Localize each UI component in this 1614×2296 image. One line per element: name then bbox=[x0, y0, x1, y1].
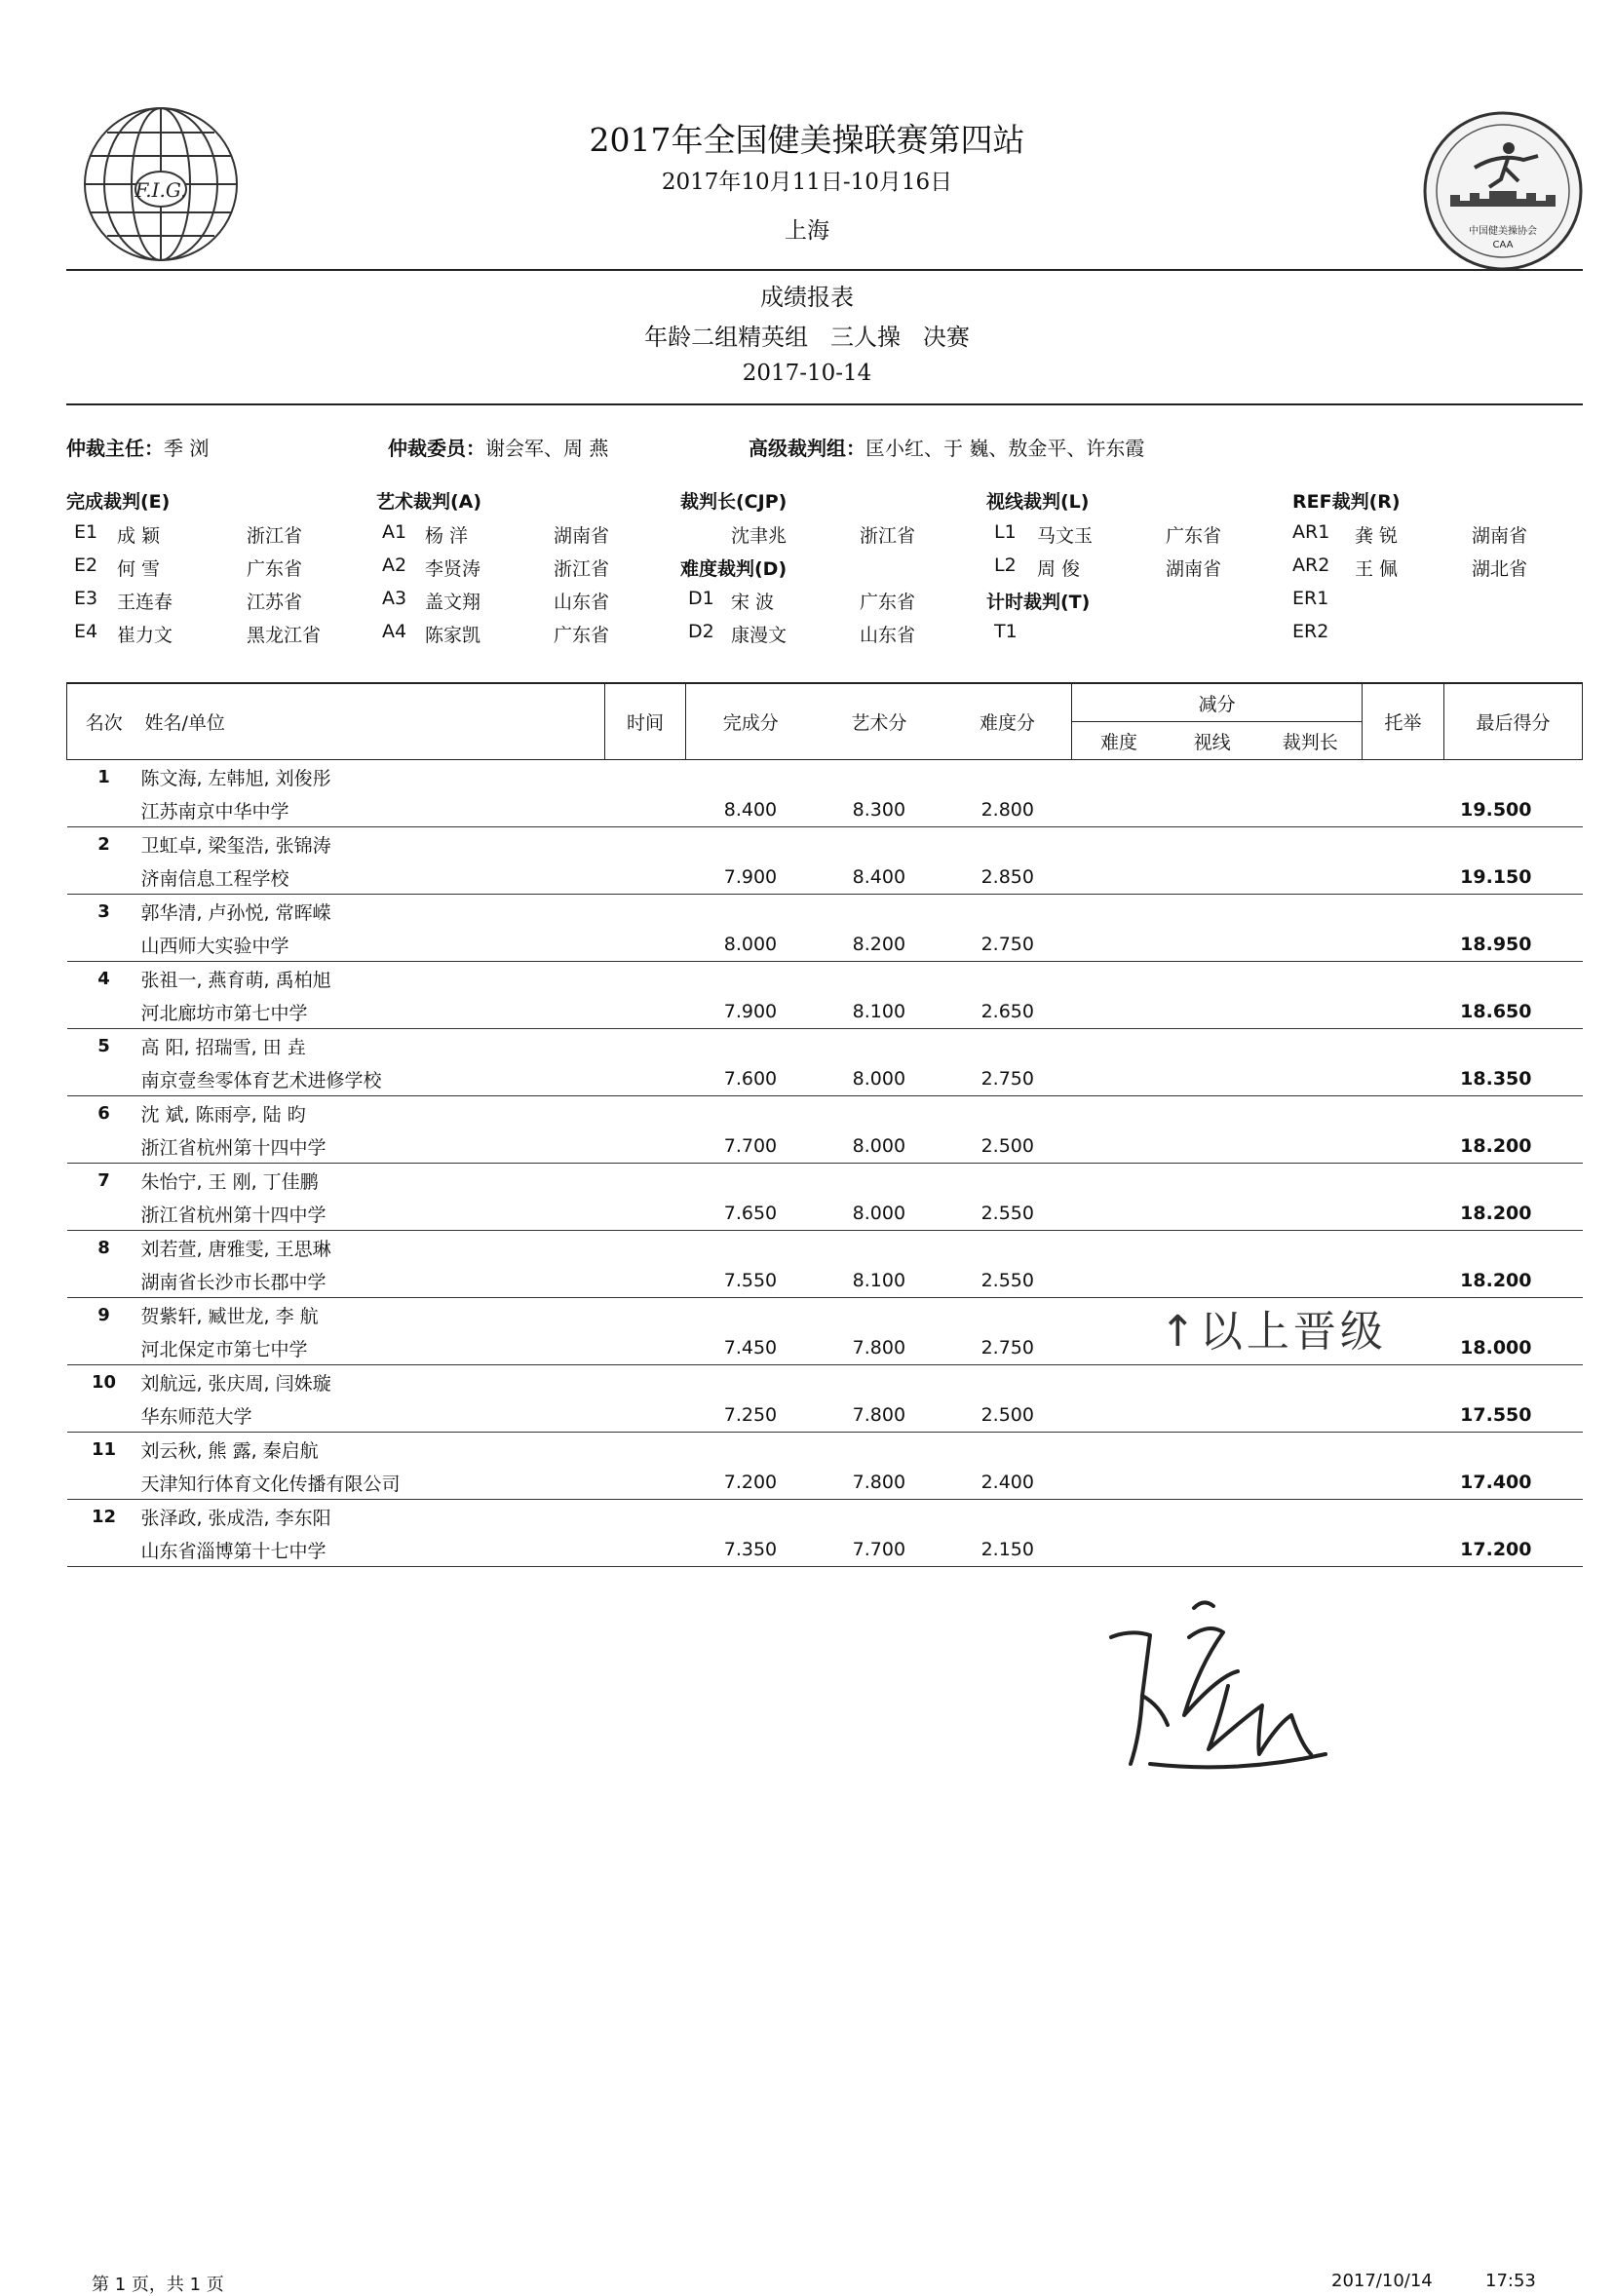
judge-code: A1 bbox=[382, 521, 407, 543]
rank-cell: 6 bbox=[97, 1102, 110, 1124]
final-score: 17.200 bbox=[1443, 1533, 1582, 1567]
judge-province: 湖南省 bbox=[554, 525, 610, 547]
execution-score: 7.900 bbox=[686, 995, 815, 1029]
final-score: 18.350 bbox=[1443, 1062, 1582, 1096]
signature bbox=[1092, 1579, 1364, 1793]
execution-score: 7.550 bbox=[686, 1264, 815, 1298]
table-row bbox=[67, 962, 1583, 996]
rank-cell: 12 bbox=[91, 1506, 116, 1527]
table-row bbox=[67, 1365, 1583, 1399]
athletes-cell: 贺紫轩, 臧世龙, 李 航 bbox=[140, 1305, 319, 1327]
judge-code: D2 bbox=[688, 621, 714, 642]
table-row bbox=[67, 895, 1583, 929]
judge-name: 马文玉 bbox=[1037, 525, 1094, 547]
judge-code: E4 bbox=[74, 621, 98, 642]
judge-code: L1 bbox=[994, 521, 1017, 543]
execution-score: 7.650 bbox=[686, 1197, 815, 1231]
chief-arbiter: 仲裁主任：季 浏 bbox=[66, 437, 210, 460]
table-row bbox=[67, 1533, 1583, 1567]
table-row bbox=[67, 1398, 1583, 1433]
rank-cell: 8 bbox=[97, 1237, 110, 1258]
report-subtitle: 年龄二组精英组 三人操 决赛 bbox=[644, 324, 970, 351]
difficulty-score: 2.500 bbox=[943, 1398, 1072, 1433]
table-row bbox=[67, 1500, 1583, 1534]
judge-name: 成 颖 bbox=[117, 525, 161, 547]
judge-name: 王 佩 bbox=[1355, 558, 1399, 580]
final-score: 18.650 bbox=[1443, 995, 1582, 1029]
rank-cell: 5 bbox=[97, 1035, 110, 1056]
athletes-cell: 朱怡宁, 王 刚, 丁佳鹏 bbox=[140, 1170, 319, 1193]
l-judges-label: 视线裁判(L) bbox=[986, 491, 1090, 513]
d-judges-label: 难度裁判(D) bbox=[680, 558, 788, 580]
rank-cell: 3 bbox=[97, 900, 110, 922]
unit-cell: 济南信息工程学校 bbox=[140, 861, 604, 895]
difficulty-score: 2.850 bbox=[943, 861, 1072, 895]
judge-code: ER1 bbox=[1292, 588, 1329, 609]
execution-score: 7.250 bbox=[686, 1398, 815, 1433]
judge-province: 广东省 bbox=[860, 592, 916, 613]
header-deductions: 减分 bbox=[1072, 683, 1363, 722]
unit-cell: 华东师范大学 bbox=[140, 1398, 604, 1433]
table-row bbox=[67, 1264, 1583, 1298]
judge-province: 湖南省 bbox=[1166, 558, 1222, 580]
table-row bbox=[67, 1231, 1583, 1265]
final-score: 18.200 bbox=[1443, 1264, 1582, 1298]
event-city: 上海 bbox=[785, 218, 829, 244]
judge-code: A3 bbox=[382, 588, 407, 609]
athletes-cell: 高 阳, 招瑞雪, 田 垚 bbox=[140, 1036, 306, 1058]
artistic-score: 8.000 bbox=[815, 1129, 943, 1164]
caa-seal-text: 中国健美操协会 bbox=[1469, 226, 1537, 237]
judge-name: 周 俊 bbox=[1037, 558, 1081, 580]
judge-name: 康漫文 bbox=[731, 625, 788, 646]
header-lift: 托举 bbox=[1363, 683, 1444, 760]
judge-name: 何 雪 bbox=[117, 558, 161, 580]
judge-name: 陈家凯 bbox=[425, 625, 481, 646]
judge-province: 广东省 bbox=[247, 558, 303, 580]
athletes-cell: 张祖一, 燕育萌, 禹柏旭 bbox=[140, 969, 331, 991]
e-judges-label: 完成裁判(E) bbox=[66, 491, 171, 513]
athletes-cell: 陈文海, 左韩旭, 刘俊彤 bbox=[140, 767, 331, 789]
header-artistic: 艺术分 bbox=[815, 683, 943, 760]
table-row bbox=[67, 1433, 1583, 1467]
final-score: 19.500 bbox=[1443, 793, 1582, 827]
athletes-cell: 郭华清, 卢孙悦, 常晖嵘 bbox=[140, 901, 331, 924]
judge-province: 广东省 bbox=[554, 625, 610, 646]
header-deduct-difficulty: 难度 bbox=[1072, 722, 1166, 760]
table-row bbox=[67, 995, 1583, 1029]
cjp-province: 浙江省 bbox=[860, 525, 916, 547]
table-row bbox=[67, 1197, 1583, 1231]
judge-province: 浙江省 bbox=[554, 558, 610, 580]
artistic-score: 7.800 bbox=[815, 1466, 943, 1500]
judge-code: T1 bbox=[994, 621, 1018, 642]
artistic-score: 8.000 bbox=[815, 1197, 943, 1231]
execution-score: 7.450 bbox=[686, 1331, 815, 1365]
t-judges-label: 计时裁判(T) bbox=[986, 592, 1091, 613]
judge-code: E3 bbox=[74, 588, 98, 609]
judge-code: L2 bbox=[994, 555, 1017, 576]
unit-cell: 浙江省杭州第十四中学 bbox=[140, 1197, 604, 1231]
event-dates: 2017年10月11日-10月16日 bbox=[661, 170, 953, 195]
execution-score: 8.400 bbox=[686, 793, 815, 827]
arbitration-committee: 仲裁委员：谢会军、周 燕 bbox=[388, 437, 609, 460]
athletes-cell: 卫虹卓, 梁玺浩, 张锦涛 bbox=[140, 834, 331, 857]
table-row bbox=[67, 928, 1583, 962]
athletes-cell: 刘若萱, 唐雅雯, 王思琳 bbox=[140, 1238, 331, 1260]
artistic-score: 8.000 bbox=[815, 1062, 943, 1096]
rank-cell: 2 bbox=[97, 833, 110, 855]
promotion-annotation: ↑以上晋级 bbox=[1160, 1307, 1387, 1357]
athletes-cell: 刘云秋, 熊 露, 秦启航 bbox=[140, 1439, 319, 1462]
judge-code: E1 bbox=[74, 521, 98, 543]
unit-cell: 江苏南京中华中学 bbox=[140, 793, 604, 827]
judge-code: D1 bbox=[688, 588, 714, 609]
artistic-score: 8.100 bbox=[815, 1264, 943, 1298]
difficulty-score: 2.750 bbox=[943, 928, 1072, 962]
judge-province: 湖北省 bbox=[1472, 558, 1528, 580]
table-row bbox=[67, 1129, 1583, 1164]
print-date: 2017/10/14 bbox=[1331, 2271, 1433, 2291]
table-row bbox=[67, 1029, 1583, 1063]
athletes-cell: 沈 斌, 陈雨亭, 陆 昀 bbox=[140, 1103, 306, 1126]
header-rank: 名次 bbox=[67, 683, 141, 760]
judge-code: A4 bbox=[382, 621, 407, 642]
difficulty-score: 2.650 bbox=[943, 995, 1072, 1029]
artistic-score: 7.700 bbox=[815, 1533, 943, 1567]
results-table bbox=[66, 682, 1583, 1567]
judge-province: 湖南省 bbox=[1472, 525, 1528, 547]
rank-cell: 11 bbox=[91, 1438, 116, 1460]
judge-province: 黑龙江省 bbox=[247, 625, 322, 646]
final-score: 17.400 bbox=[1443, 1466, 1582, 1500]
cjp-label: 裁判长(CJP) bbox=[680, 491, 788, 513]
difficulty-score: 2.550 bbox=[943, 1264, 1072, 1298]
table-row bbox=[67, 760, 1583, 794]
athletes-cell: 张泽政, 张成浩, 李东阳 bbox=[140, 1507, 331, 1529]
judge-province: 山东省 bbox=[554, 592, 610, 613]
judge-code: A2 bbox=[382, 555, 407, 576]
final-score: 19.150 bbox=[1443, 861, 1582, 895]
artistic-score: 8.200 bbox=[815, 928, 943, 962]
fig-logo-text: F.I.G. bbox=[134, 178, 187, 202]
execution-score: 7.900 bbox=[686, 861, 815, 895]
final-score: 18.000 bbox=[1443, 1331, 1582, 1365]
unit-cell: 湖南省长沙市长郡中学 bbox=[140, 1264, 604, 1298]
table-row bbox=[67, 1096, 1583, 1130]
header-time: 时间 bbox=[604, 683, 686, 760]
table-row bbox=[67, 1062, 1583, 1096]
execution-score: 7.600 bbox=[686, 1062, 815, 1096]
judge-name: 王连春 bbox=[117, 592, 173, 613]
rank-cell: 10 bbox=[91, 1371, 116, 1393]
judge-name: 李贤涛 bbox=[425, 558, 481, 580]
judge-province: 浙江省 bbox=[247, 525, 303, 547]
judge-province: 江苏省 bbox=[247, 592, 303, 613]
execution-score: 7.350 bbox=[686, 1533, 815, 1567]
header-difficulty: 难度分 bbox=[943, 683, 1072, 760]
judge-name: 盖文翔 bbox=[425, 592, 481, 613]
unit-cell: 浙江省杭州第十四中学 bbox=[140, 1129, 604, 1164]
difficulty-score: 2.150 bbox=[943, 1533, 1072, 1567]
judge-code: E2 bbox=[74, 555, 98, 576]
artistic-score: 7.800 bbox=[815, 1331, 943, 1365]
unit-cell: 山西师大实验中学 bbox=[140, 928, 604, 962]
print-time: 17:53 bbox=[1485, 2271, 1536, 2291]
rank-cell: 7 bbox=[97, 1169, 110, 1191]
unit-cell: 山东省淄博第十七中学 bbox=[140, 1533, 604, 1567]
rank-cell: 4 bbox=[97, 968, 110, 989]
final-score: 18.200 bbox=[1443, 1197, 1582, 1231]
athletes-cell: 刘航远, 张庆周, 闫姝璇 bbox=[140, 1372, 331, 1395]
unit-cell: 河北保定市第七中学 bbox=[140, 1331, 604, 1365]
execution-score: 8.000 bbox=[686, 928, 815, 962]
table-row bbox=[67, 793, 1583, 827]
artistic-score: 8.400 bbox=[815, 861, 943, 895]
table-row bbox=[67, 1466, 1583, 1500]
event-title: 2017年全国健美操联赛第四站 bbox=[589, 121, 1025, 159]
report-divider bbox=[66, 403, 1583, 405]
header-deduct-cjp: 裁判长 bbox=[1259, 722, 1363, 760]
table-row bbox=[67, 827, 1583, 861]
judge-province: 广东省 bbox=[1166, 525, 1222, 547]
senior-judges: 高级裁判组：匡小红、于 巍、敖金平、许东霞 bbox=[749, 437, 1145, 460]
a-judges-label: 艺术裁判(A) bbox=[376, 491, 482, 513]
header-divider bbox=[66, 269, 1583, 271]
cjp-name: 沈聿兆 bbox=[731, 525, 788, 547]
judge-name: 崔力文 bbox=[117, 625, 173, 646]
difficulty-score: 2.550 bbox=[943, 1197, 1072, 1231]
artistic-score: 7.800 bbox=[815, 1398, 943, 1433]
unit-cell: 河北廊坊市第七中学 bbox=[140, 995, 604, 1029]
judge-province: 山东省 bbox=[860, 625, 916, 646]
judge-name: 宋 波 bbox=[731, 592, 775, 613]
rank-cell: 9 bbox=[97, 1304, 110, 1325]
difficulty-score: 2.750 bbox=[943, 1062, 1072, 1096]
table-row bbox=[67, 1164, 1583, 1198]
judge-code: AR1 bbox=[1292, 521, 1330, 543]
difficulty-score: 2.800 bbox=[943, 793, 1072, 827]
header-name: 姓名/单位 bbox=[140, 683, 604, 760]
final-score: 18.200 bbox=[1443, 1129, 1582, 1164]
judge-code: AR2 bbox=[1292, 555, 1330, 576]
difficulty-score: 2.500 bbox=[943, 1129, 1072, 1164]
header-final: 最后得分 bbox=[1443, 683, 1582, 760]
artistic-score: 8.300 bbox=[815, 793, 943, 827]
table-row bbox=[67, 861, 1583, 895]
final-score: 18.950 bbox=[1443, 928, 1582, 962]
execution-score: 7.200 bbox=[686, 1466, 815, 1500]
header-deduct-line: 视线 bbox=[1166, 722, 1259, 760]
page-info: 第 1 页，共 1 页 bbox=[92, 2275, 224, 2295]
judge-code: ER2 bbox=[1292, 621, 1329, 642]
execution-score: 7.700 bbox=[686, 1129, 815, 1164]
caa-seal-abbr: CAA bbox=[1492, 240, 1514, 250]
report-date: 2017-10-14 bbox=[742, 361, 872, 386]
judge-name: 龚 锐 bbox=[1355, 525, 1399, 547]
difficulty-score: 2.400 bbox=[943, 1466, 1072, 1500]
judge-name: 杨 洋 bbox=[425, 525, 469, 547]
artistic-score: 8.100 bbox=[815, 995, 943, 1029]
final-score: 17.550 bbox=[1443, 1398, 1582, 1433]
rank-cell: 1 bbox=[97, 766, 110, 787]
r-judges-label: REF裁判(R) bbox=[1292, 491, 1401, 513]
header-execution: 完成分 bbox=[686, 683, 815, 760]
unit-cell: 天津知行体育文化传播有限公司 bbox=[140, 1466, 604, 1500]
report-title: 成绩报表 bbox=[760, 284, 854, 311]
unit-cell: 南京壹叁零体育艺术进修学校 bbox=[140, 1062, 604, 1096]
difficulty-score: 2.750 bbox=[943, 1331, 1072, 1365]
